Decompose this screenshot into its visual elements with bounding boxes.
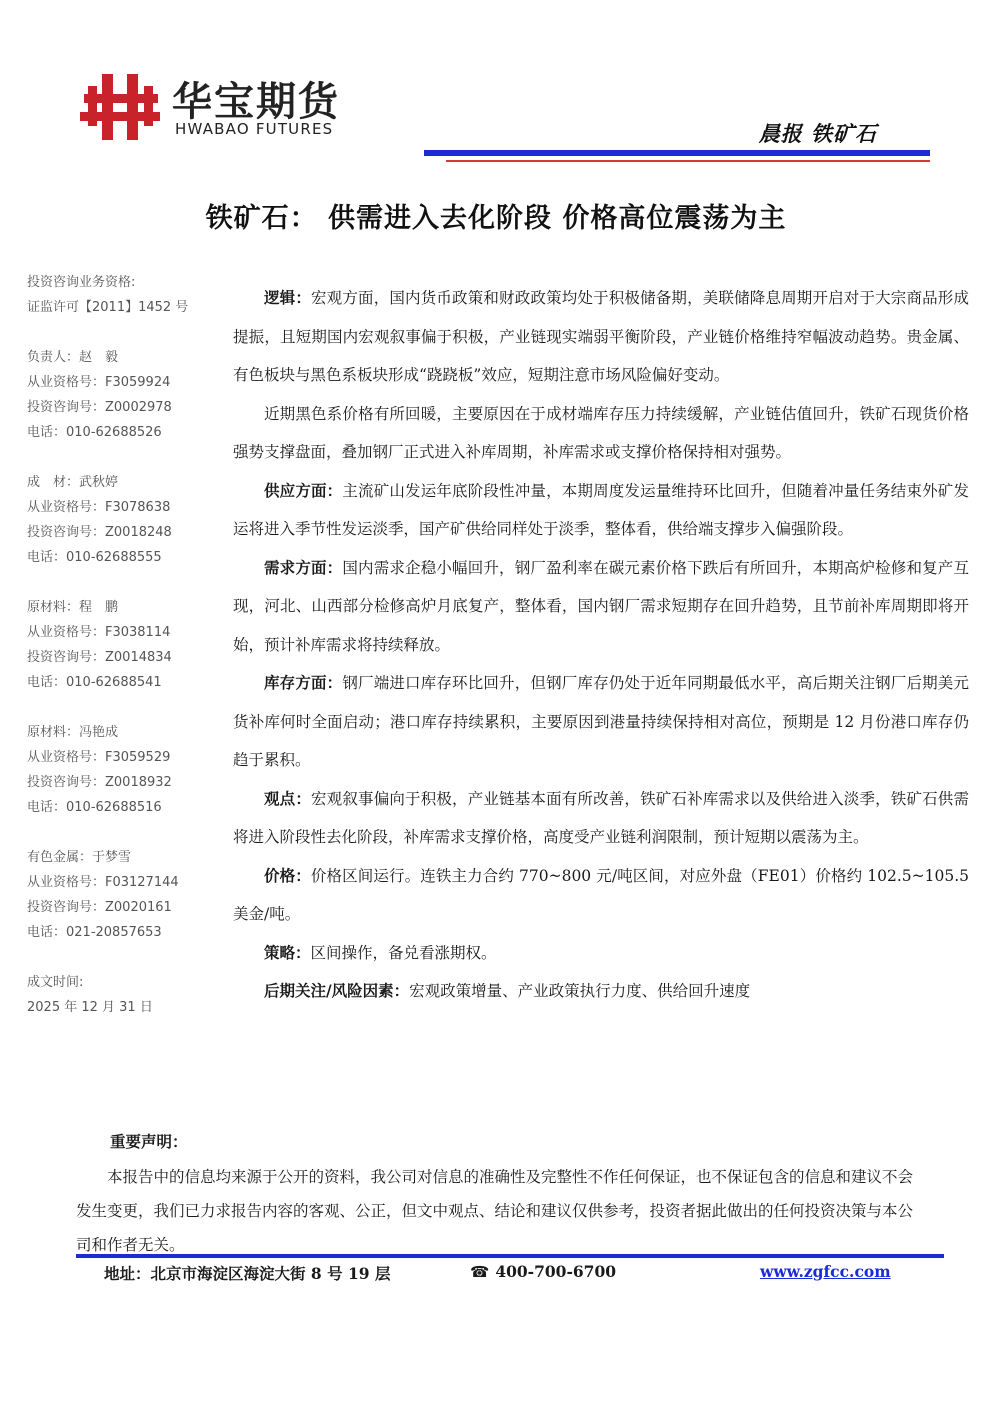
sidebar-spacer	[27, 695, 217, 720]
report-type: 晨报 铁矿石	[758, 121, 877, 146]
sidebar-line: 投资咨询号：Z0014834	[27, 650, 172, 665]
sidebar-line: 负责人：赵 毅	[27, 350, 119, 365]
sidebar-line: 证监许可【2011】1452 号	[27, 300, 189, 315]
sidebar-line: 2025 年 12 月 31 日	[27, 1000, 153, 1015]
sidebar-spacer	[27, 320, 217, 345]
paragraph-text: 国内需求企稳小幅回升，钢厂盈利率在碳元素价格下跌后有所回升，本期高炉检修和复产互现，河北、山西部分检修高炉月底复产，整体看，国内钢厂需求短期存在回升趋势，且节前补库周期即将开始，预计补库需求将持续释放。	[233, 558, 969, 654]
paragraph-label: 策略：	[264, 942, 311, 962]
body-paragraph	[233, 972, 969, 1011]
disclaimer-title: 重要声明：	[110, 1132, 188, 1151]
paragraph-label: 供应方面：	[264, 480, 343, 500]
paragraph-text: 宏观政策增量、产业政策执行力度、供给回升速度	[409, 982, 751, 1000]
paragraph-text: 价格区间运行。连铁主力合约 770~800 元/吨区间，对应外盘（FE01）价格约 102.5~105.5 美金/吨。	[233, 866, 969, 923]
body-paragraph	[233, 857, 969, 934]
paragraph-text: 主流矿山发运年底阶段性冲量，本期周度发运量维持环比回升，但随着冲量任务结束外矿发运将进入季节性发运淡季，国产矿供给同样处于淡季，整体看，供给端支撑步入偏强阶段。	[233, 481, 969, 538]
footer-address: 地址：北京市海淀区海淀大街 8 号 19 层	[104, 1264, 391, 1283]
paragraph-label: 后期关注/风险因素：	[264, 981, 410, 1000]
sidebar-line: 从业资格号：F3038114	[27, 625, 171, 640]
body-paragraph	[233, 780, 969, 857]
company-logo	[80, 68, 380, 148]
sidebar-line: 原材料：冯艳成	[27, 725, 119, 740]
sidebar-line: 成文时间:	[27, 975, 84, 990]
hwabao-logo-mark	[80, 72, 162, 142]
sidebar-spacer	[27, 445, 217, 470]
sidebar-spacer	[27, 945, 217, 970]
report-body	[233, 279, 969, 1011]
footer-website-link[interactable]: www.zgfcc.com	[760, 1262, 891, 1281]
logo-chinese-name: 华宝期货	[172, 79, 340, 125]
sidebar-line: 有色金属：于梦雪	[27, 850, 132, 865]
disclaimer-text: 本报告中的信息均来源于公开的资料，我公司对信息的准确性及完整性不作任何保证，也不保证包含的信息和建议不会发生变更，我们已力求报告内容的客观、公正，但文中观点、结论和建议仅供参考，投资者据此做出的任何投资决策与本公司和作者无关。	[76, 1168, 914, 1254]
paragraph-text: 宏观叙事偏向于积极，产业链基本面有所改善，铁矿石补库需求以及供给进入淡季，铁矿石供需将进入阶段性去化阶段，补库需求支撑价格，高度受产业链利润限制，预计短期以震荡为主。	[233, 789, 969, 846]
header-rule-red	[446, 160, 930, 162]
sidebar-line: 从业资格号：F03127144	[27, 875, 179, 890]
footer-rule	[76, 1254, 944, 1258]
sidebar-line: 投资咨询号：Z0020161	[27, 900, 172, 915]
body-paragraph	[233, 279, 969, 395]
paragraph-label: 价格：	[264, 865, 311, 885]
body-paragraph	[233, 934, 969, 973]
sidebar-spacer	[27, 820, 217, 845]
paragraph-text: 近期黑色系价格有所回暖，主要原因在于成材端库存压力持续缓解，产业链估值回升，铁矿石现货价格强势支撑盘面，叠加钢厂正式进入补库周期，补库需求或支撑价格保持相对强势。	[233, 404, 969, 461]
sidebar-line: 成 材：武秋婷	[27, 475, 119, 490]
sidebar-line: 投资咨询业务资格:	[27, 275, 136, 290]
footer-phone	[470, 1262, 616, 1281]
sidebar-line: 投资咨询号：Z0018248	[27, 525, 172, 540]
header-rule-blue	[424, 150, 930, 156]
logo-english-name: HWABAO FUTURES	[175, 120, 334, 138]
sidebar-line: 从业资格号：F3078638	[27, 500, 171, 515]
analyst-sidebar	[27, 270, 217, 1020]
sidebar-line: 原材料：程 鹏	[27, 600, 119, 615]
body-paragraph	[233, 395, 969, 472]
paragraph-label: 库存方面：	[264, 673, 343, 692]
sidebar-line: 电话：010-62688541	[27, 675, 162, 690]
sidebar-line: 投资咨询号：Z0018932	[27, 775, 172, 790]
sidebar-line: 电话：010-62688526	[27, 425, 162, 440]
sidebar-line: 投资咨询号：Z0002978	[27, 400, 172, 415]
body-paragraph	[233, 664, 969, 780]
sidebar-line: 电话：010-62688516	[27, 800, 162, 815]
paragraph-label: 逻辑：	[264, 288, 312, 307]
page-title: 铁矿石： 供需进入去化阶段 价格高位震荡为主	[205, 203, 787, 234]
paragraph-text: 区间操作，备兑看涨期权。	[310, 943, 497, 962]
footer-phone-number: 400-700-6700	[495, 1262, 617, 1281]
phone-icon: ☎	[470, 1263, 490, 1281]
body-paragraph	[233, 549, 969, 665]
sidebar-line: 电话：021-20857653	[27, 925, 162, 940]
sidebar-spacer	[27, 570, 217, 595]
sidebar-line: 从业资格号：F3059924	[27, 375, 171, 390]
sidebar-line: 电话：010-62688555	[27, 550, 162, 565]
paragraph-label: 需求方面：	[264, 557, 343, 577]
paragraph-label: 观点：	[264, 788, 312, 808]
body-paragraph	[233, 472, 969, 549]
paragraph-text: 钢厂端进口库存环比回升，但钢厂库存仍处于近年同期最低水平，高后期关注钢厂后期美元货补库何时全面启动；港口库存持续累积，主要原因到港量持续保持相对高位，预期是 12 月份港口库存仍趋于累积。	[233, 674, 969, 769]
sidebar-line: 从业资格号：F3059529	[27, 750, 171, 765]
paragraph-text: 宏观方面，国内货币政策和财政政策均处于积极储备期，美联储降息周期开启对于大宗商品形成提振，且短期国内宏观叙事偏于积极，产业链现实端弱平衡阶段，产业链价格维持窄幅波动趋势。贵金属、有色板块与黑色系板块形成“跷跷板”效应，短期注意市场风险偏好变动。	[233, 289, 969, 384]
